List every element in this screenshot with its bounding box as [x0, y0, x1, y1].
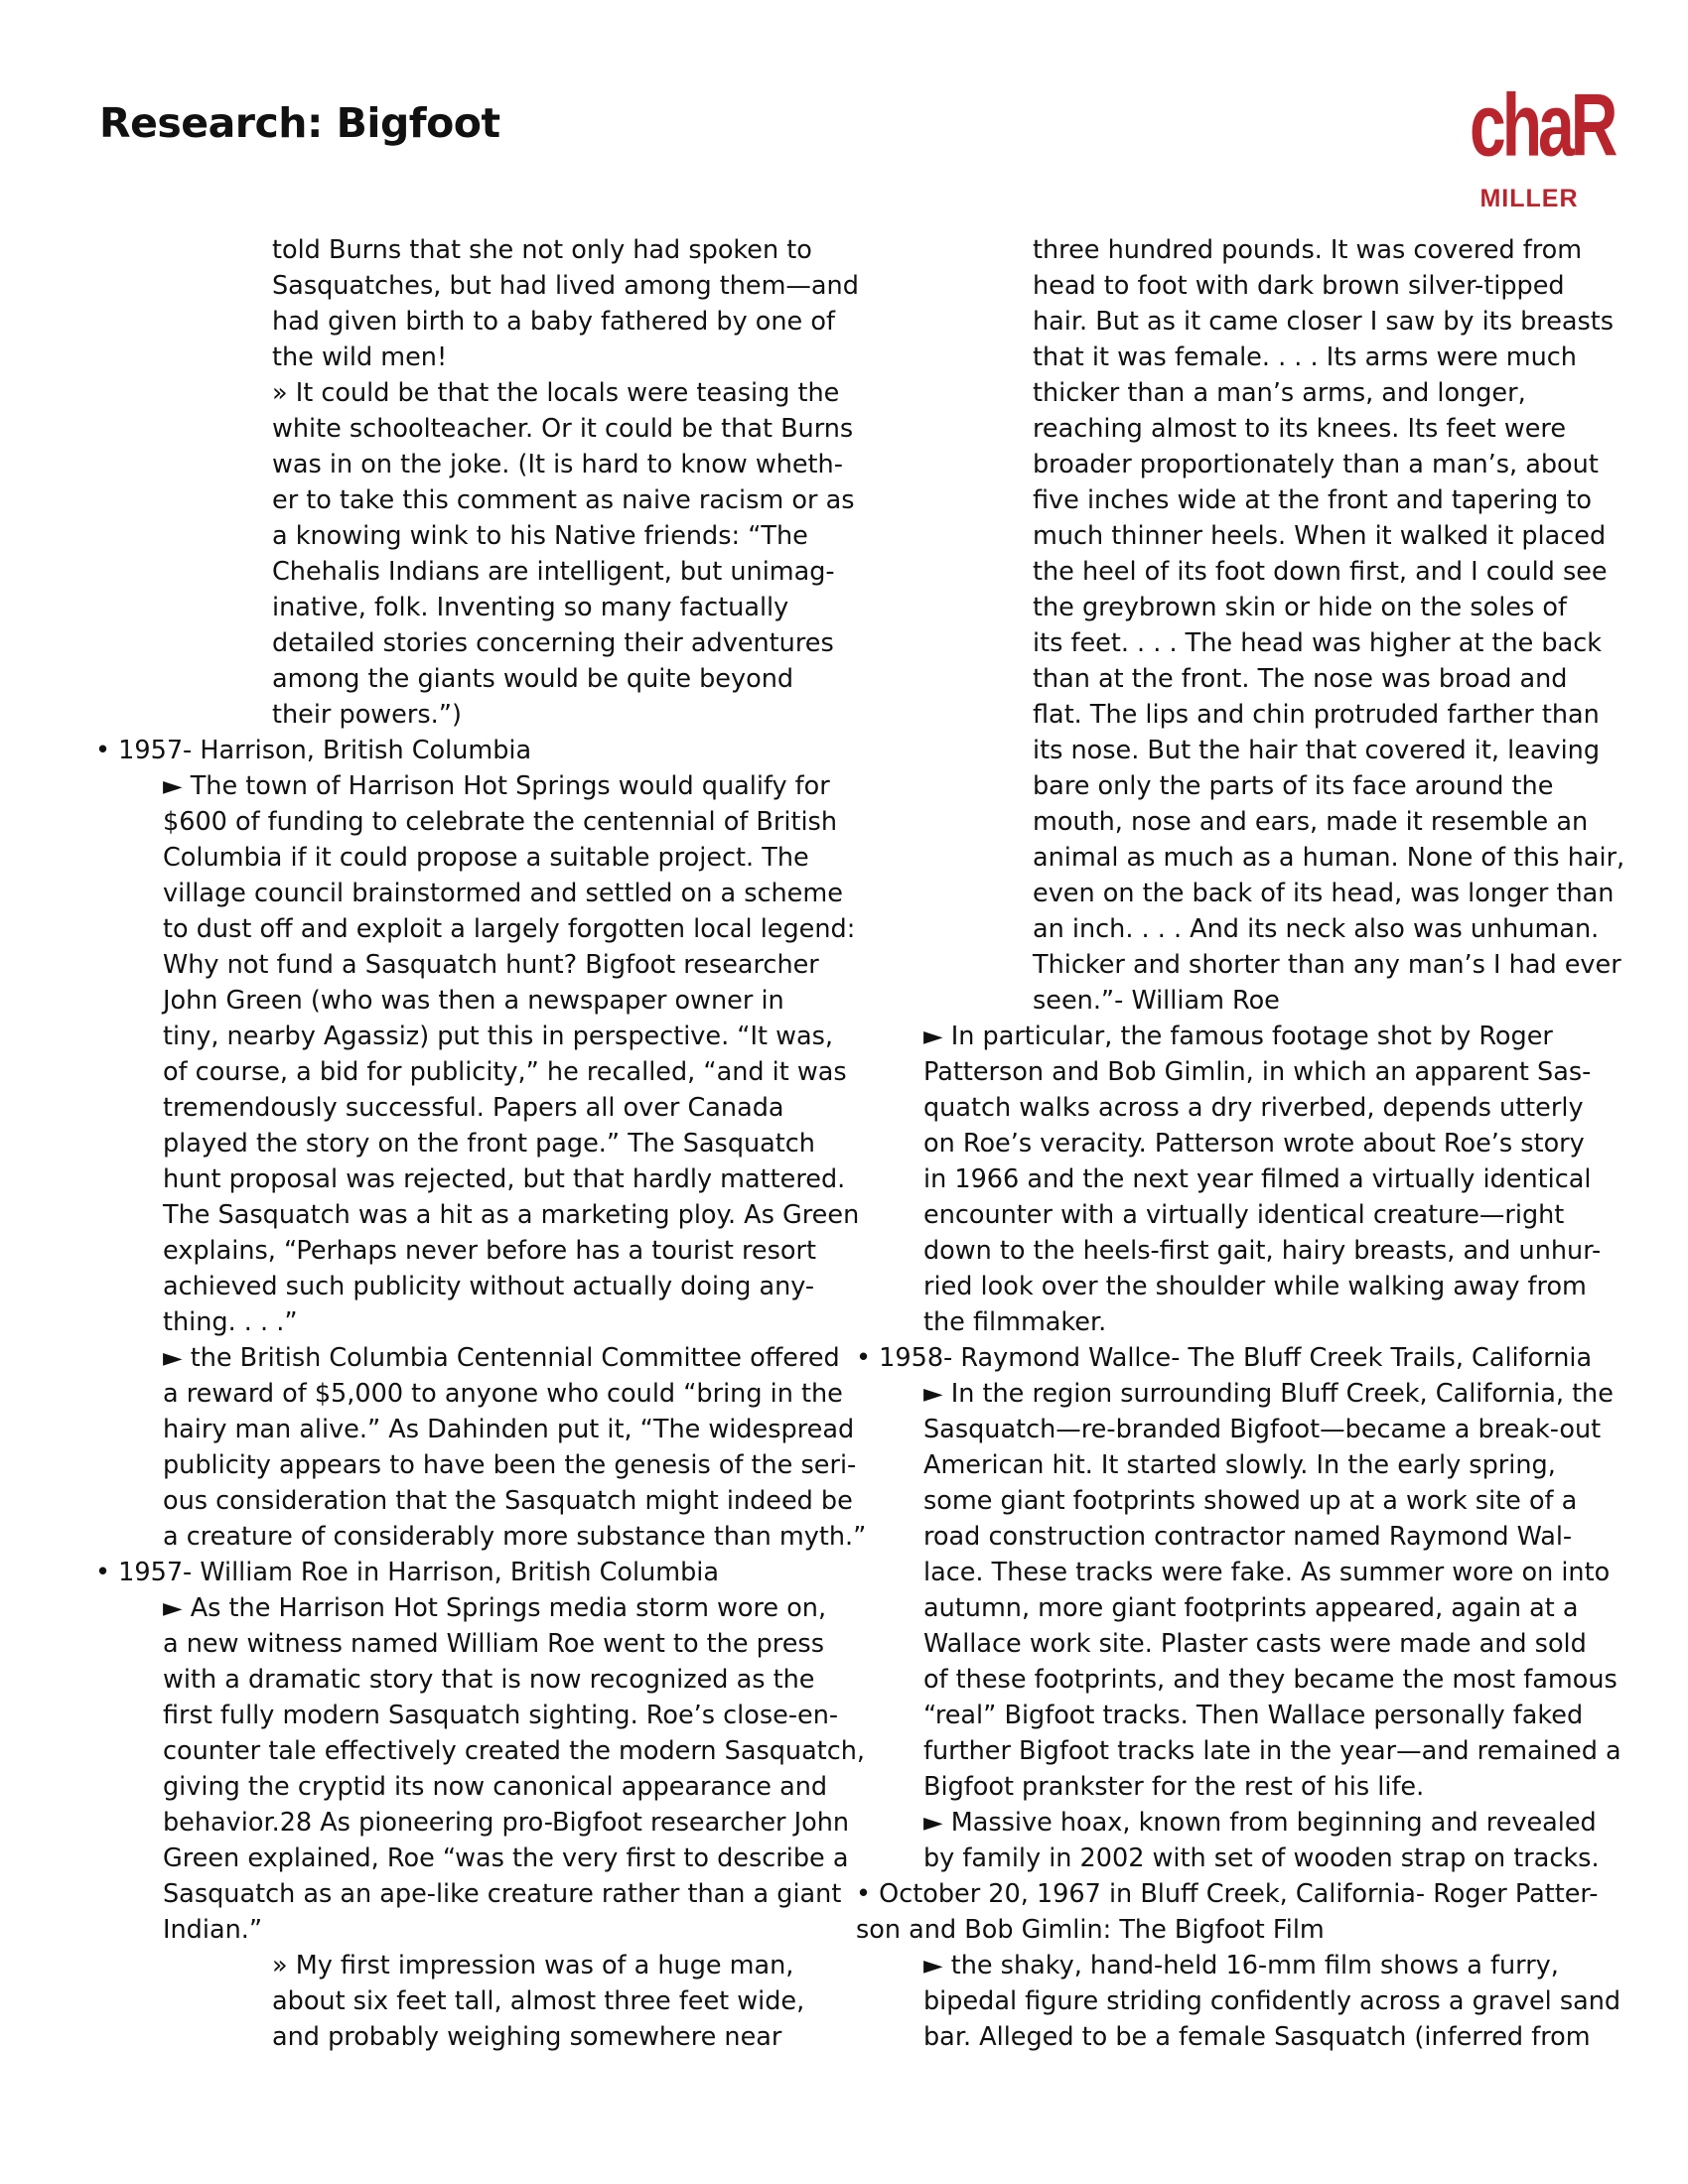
text-line: the filmmaker. [923, 1307, 1107, 1337]
text-line: its nose. But the hair that covered it, leaving [1033, 736, 1601, 765]
text-line: Chehalis Indians are intelligent, but unimag- [272, 557, 835, 587]
arrow-point-line: ► The town of Harrison Hot Springs would qualify for [163, 771, 830, 801]
text-line: animal as much as a human. None of this hair, [1033, 843, 1625, 873]
text-line: a new witness named William Roe went to the press [163, 1629, 824, 1659]
text-line: a creature of considerably more substance than myth.” [163, 1522, 867, 1552]
text-line: John Green (who was then a newspaper owner in [163, 986, 784, 1016]
text-line: a reward of $5,000 to anyone who could “bring in the [163, 1379, 843, 1409]
text-line: explains, “Perhaps never before has a tourist resort [163, 1236, 816, 1266]
text-line: quatch walks across a dry riverbed, depends utterly [923, 1093, 1584, 1123]
text-line: even on the back of its head, was longer than [1033, 879, 1615, 908]
text-line: Green explained, Roe “was the very first to describe a [163, 1843, 849, 1873]
text-line: that it was female. . . . Its arms were much [1033, 342, 1577, 372]
text-line: encounter with a virtually identical creature—right [923, 1200, 1565, 1230]
text-line: further Bigfoot tracks late in the year—and remained a [923, 1736, 1621, 1766]
text-line: Bigfoot prankster for the rest of his life. [923, 1772, 1425, 1802]
text-line: on Roe’s veracity. Patterson wrote about Roe’s story [923, 1129, 1585, 1159]
text-line: some giant footprints showed up at a work site of a [923, 1486, 1578, 1516]
text-line: head to foot with dark brown silver-tipped [1033, 271, 1565, 301]
section-heading: • 1958- Raymond Wallce- The Bluff Creek Trails, California [856, 1343, 1593, 1373]
text-line: down to the heels-first gait, hairy breasts, and unhur- [923, 1236, 1602, 1266]
text-line: Columbia if it could propose a suitable project. The [163, 843, 809, 873]
text-line: of these footprints, and they became the most famous [923, 1665, 1618, 1695]
text-line: bare only the parts of its face around the [1033, 771, 1554, 801]
text-line: er to take this comment as naive racism or as [272, 485, 855, 515]
text-line: American hit. It started slowly. In the early spring, [923, 1450, 1556, 1480]
text-line: bipedal figure striding confidently across a gravel sand [923, 1986, 1621, 2016]
text-line: village council brainstormed and settled on a scheme [163, 879, 843, 908]
text-line: mouth, nose and ears, made it resemble an [1033, 807, 1589, 837]
text-line: of course, a bid for publicity,” he recalled, “and it was [163, 1057, 847, 1087]
text-line: hunt proposal was rejected, but that hardly mattered. [163, 1164, 846, 1194]
text-line: the greybrown skin or hide on the soles of [1033, 593, 1567, 622]
text-line: hairy man alive.” As Dahinden put it, “The widespread [163, 1415, 855, 1444]
page-title: Research: Bigfoot [99, 99, 500, 147]
text-line: in 1966 and the next year filmed a virtually identical [923, 1164, 1592, 1194]
text-line: seen.”- William Roe [1033, 986, 1280, 1016]
text-line: lace. These tracks were fake. As summer wore on into [923, 1558, 1611, 1587]
text-line: played the story on the front page.” The Sasquatch [163, 1129, 815, 1159]
text-line: Wallace work site. Plaster casts were made and sold [923, 1629, 1587, 1659]
text-line: tremendously successful. Papers all over Canada [163, 1093, 784, 1123]
text-line: Sasquatch as an ape-like creature rather than a giant [163, 1879, 842, 1909]
text-line: flat. The lips and chin protruded farther than [1033, 700, 1600, 730]
section-heading: • October 20, 1967 in Bluff Creek, California- Roger Patter- [856, 1879, 1599, 1909]
text-line: told Burns that she not only had spoken to [272, 235, 812, 265]
text-line: three hundred pounds. It was covered from [1033, 235, 1583, 265]
text-line: broader proportionately than a man’s, about [1033, 450, 1599, 479]
arrow-point-line: ► As the Harrison Hot Springs media storm wore on, [163, 1593, 827, 1623]
text-line: had given birth to a baby fathered by one of [272, 307, 835, 337]
quote-line: » It could be that the locals were teasing the [272, 378, 840, 408]
text-line: a knowing wink to his Native friends: “The [272, 521, 808, 551]
text-line: publicity appears to have been the genesis of the seri- [163, 1450, 857, 1480]
text-line: Indian.” [163, 1915, 263, 1945]
text-line: the heel of its foot down first, and I could see [1033, 557, 1608, 587]
section-heading: • 1957- William Roe in Harrison, British Columbia [95, 1558, 719, 1587]
arrow-point-line: ► the British Columbia Centennial Committee offered [163, 1343, 840, 1373]
text-line: achieved such publicity without actually doing any- [163, 1272, 815, 1301]
text-line: autumn, more giant footprints appeared, again at a [923, 1593, 1579, 1623]
text-line: five inches wide at the front and tapering to [1033, 485, 1593, 515]
logo-wordmark-top: chaR [1470, 74, 1615, 175]
arrow-point-line: ► In particular, the famous footage shot by Roger [923, 1022, 1553, 1051]
text-line: giving the cryptid its now canonical appearance and [163, 1772, 828, 1802]
text-line: much thinner heels. When it walked it placed [1033, 521, 1607, 551]
text-line: Why not fund a Sasquatch hunt? Bigfoot researcher [163, 950, 819, 980]
quote-line: » My first impression was of a huge man, [272, 1951, 794, 1980]
text-line: The Sasquatch was a hit as a marketing ploy. As Green [163, 1200, 860, 1230]
text-line: thicker than a man’s arms, and longer, [1033, 378, 1526, 408]
text-line: about six feet tall, almost three feet wide, [272, 1986, 805, 2016]
text-line: with a dramatic story that is now recognized as the [163, 1665, 815, 1695]
text-line: an inch. . . . And its neck also was unhuman. [1033, 914, 1600, 944]
text-line: inative, folk. Inventing so many factually [272, 593, 789, 622]
text-line: by family in 2002 with set of wooden strap on tracks. [923, 1843, 1600, 1873]
text-line: son and Bob Gimlin: The Bigfoot Film [856, 1915, 1325, 1945]
text-line: Sasquatches, but had lived among them—and [272, 271, 859, 301]
text-line: Thicker and shorter than any man’s I had ever [1033, 950, 1621, 980]
text-line: Sasquatch—re-branded Bigfoot—became a break-out [923, 1415, 1602, 1444]
text-line: to dust off and exploit a largely forgotten local legend: [163, 914, 856, 944]
arrow-point-line: ► Massive hoax, known from beginning and revealed [923, 1808, 1597, 1838]
right-text-column [856, 232, 1625, 2055]
text-line: detailed stories concerning their adventures [272, 628, 834, 658]
text-line: its feet. . . . The head was higher at the back [1033, 628, 1603, 658]
text-line: than at the front. The nose was broad and [1033, 664, 1568, 694]
text-line: hair. But as it came closer I saw by its breasts [1033, 307, 1615, 337]
logo-wordmark-bottom: MILLER [1479, 185, 1579, 212]
text-line: “real” Bigfoot tracks. Then Wallace personally faked [923, 1701, 1584, 1730]
text-line: bar. Alleged to be a female Sasquatch (inferred from [923, 2022, 1591, 2052]
arrow-point-line: ► In the region surrounding Bluff Creek, California, the [923, 1379, 1614, 1409]
text-line: white schoolteacher. Or it could be that Burns [272, 414, 854, 444]
arrow-point-line: ► the shaky, hand-held 16-mm film shows a furry, [923, 1951, 1559, 1980]
text-line: reaching almost to its knees. Its feet were [1033, 414, 1567, 444]
text-line: ried look over the shoulder while walking away from [923, 1272, 1587, 1301]
text-line: road construction contractor named Raymond Wal- [923, 1522, 1573, 1552]
text-line: was in on the joke. (It is hard to know wheth- [272, 450, 843, 479]
text-line: first fully modern Sasquatch sighting. Roe’s close-en- [163, 1701, 839, 1730]
text-line: behavior.28 As pioneering pro-Bigfoot researcher John [163, 1808, 850, 1838]
text-line: tiny, nearby Agassiz) put this in perspective. “It was, [163, 1022, 834, 1051]
text-line: counter tale effectively created the modern Sasquatch, [163, 1736, 866, 1766]
left-text-column [95, 232, 867, 2055]
text-line: Patterson and Bob Gimlin, in which an apparent Sas- [923, 1057, 1592, 1087]
text-line: and probably weighing somewhere near [272, 2022, 782, 2052]
text-line: the wild men! [272, 342, 448, 372]
text-line: among the giants would be quite beyond [272, 664, 794, 694]
text-line: ous consideration that the Sasquatch might indeed be [163, 1486, 853, 1516]
text-line: $600 of funding to celebrate the centennial of British [163, 807, 837, 837]
text-line: thing. . . .” [163, 1307, 298, 1337]
char-miller-logo [1470, 73, 1615, 212]
text-line: their powers.”) [272, 700, 462, 730]
section-heading: • 1957- Harrison, British Columbia [95, 736, 532, 765]
